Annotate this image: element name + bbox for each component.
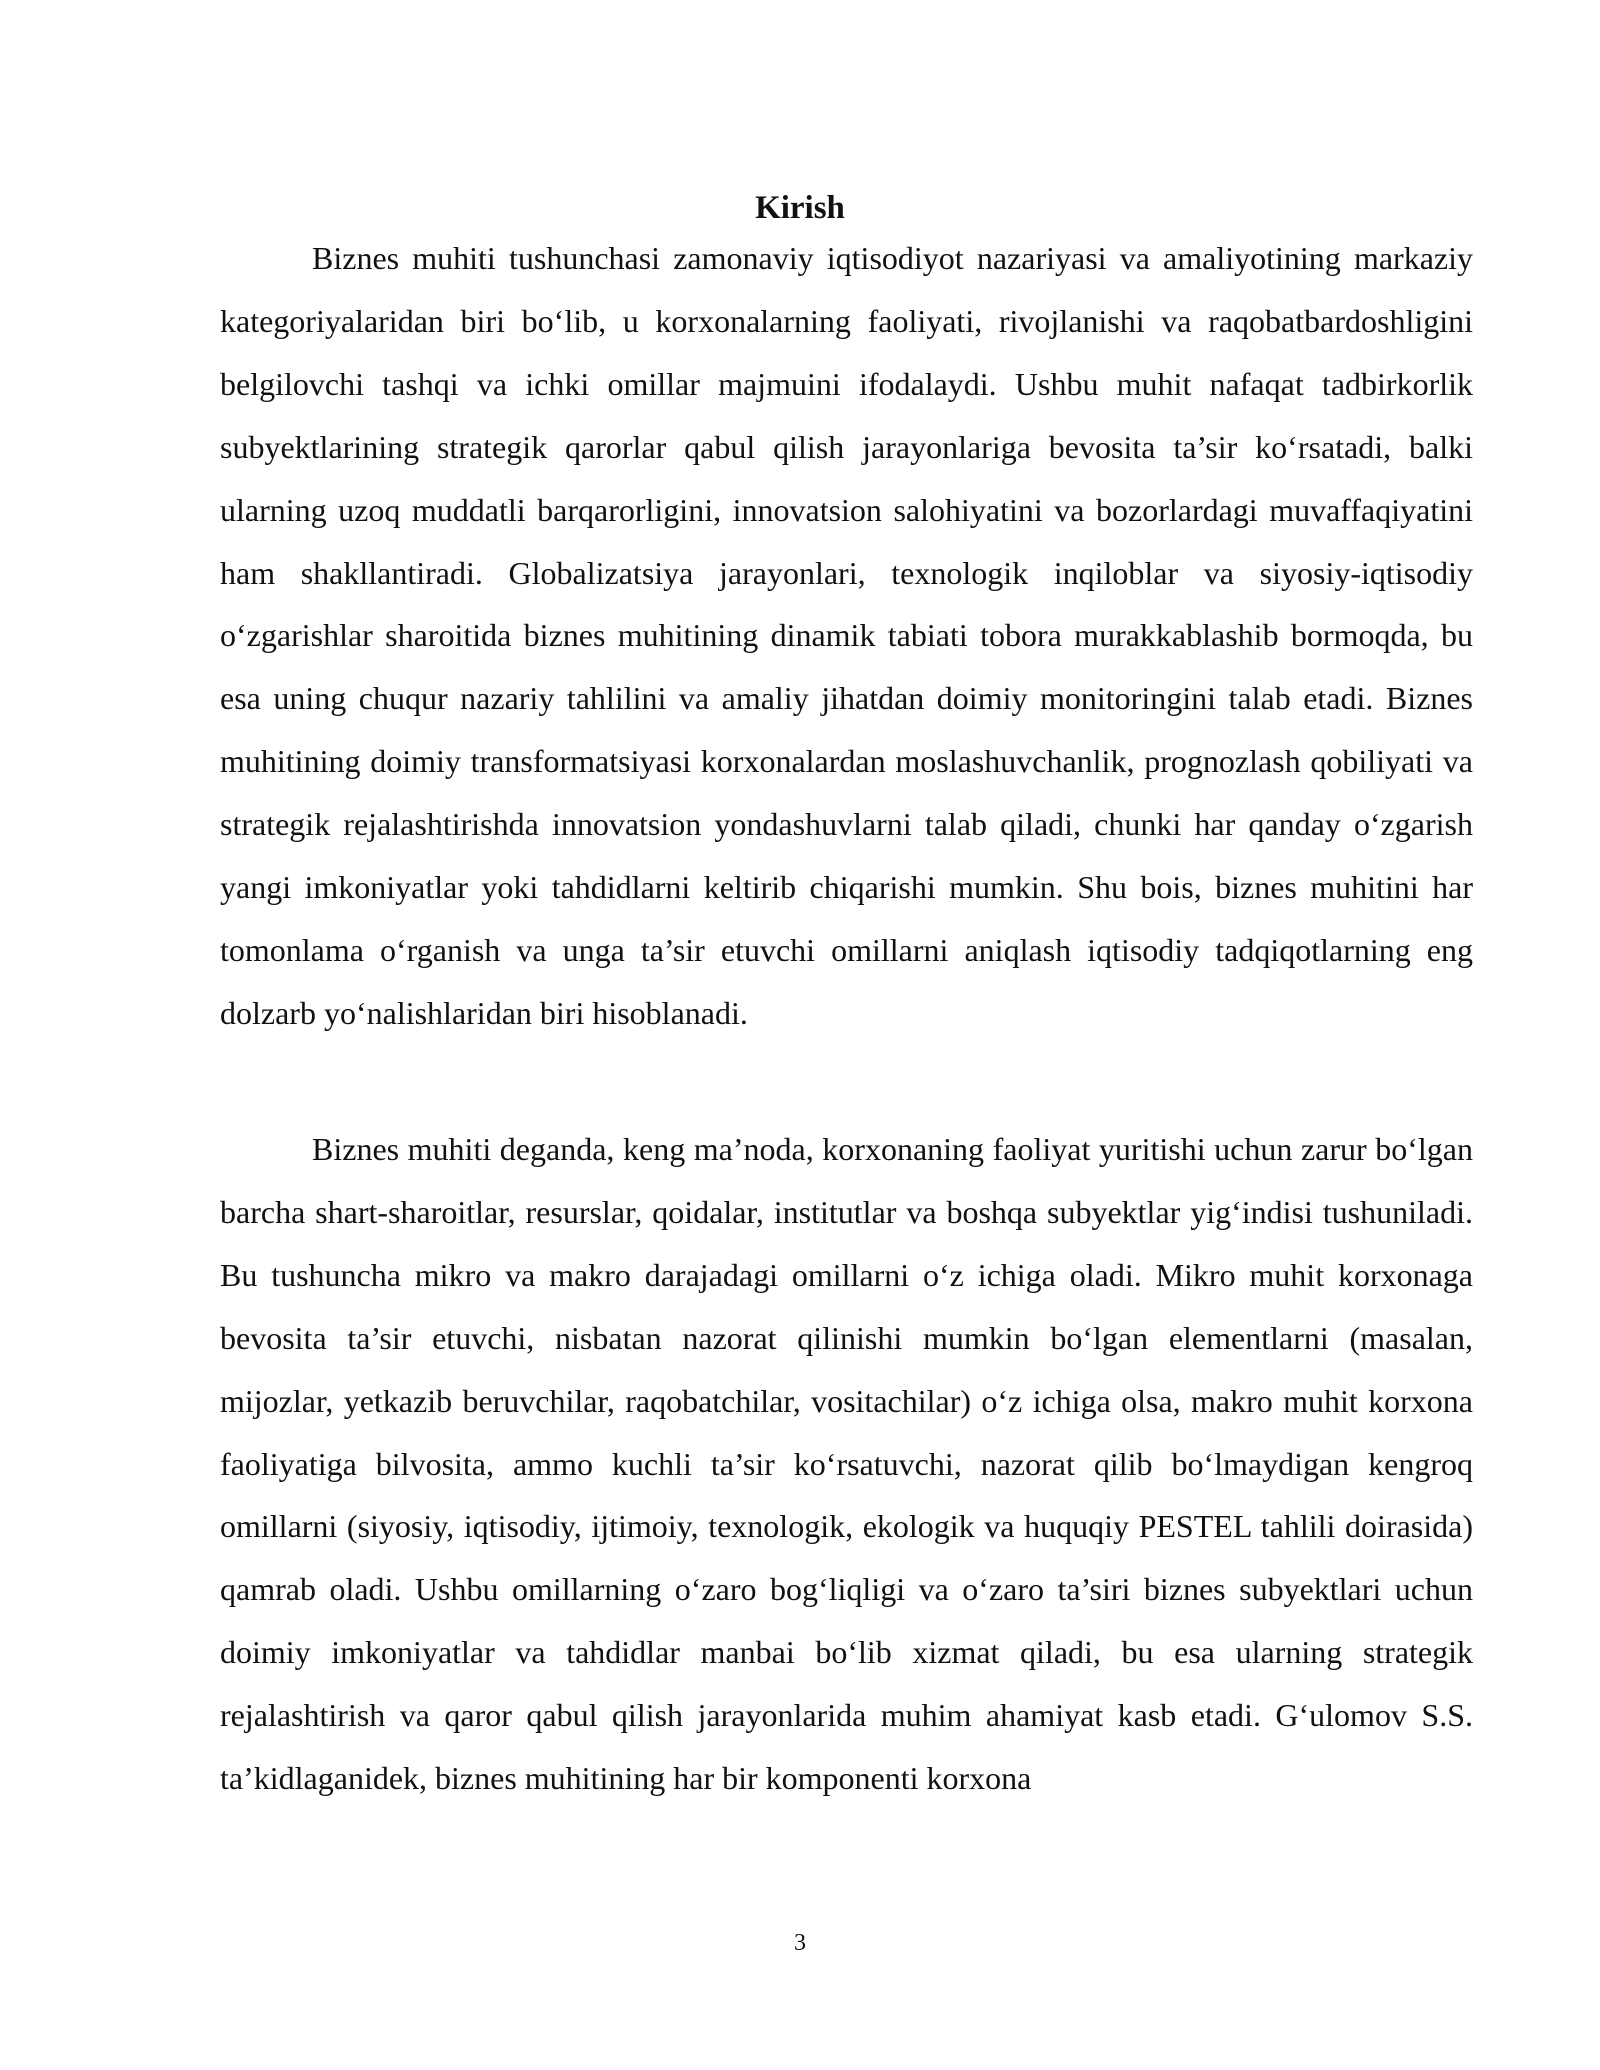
paragraph-1: Biznes muhiti tushunchasi zamonaviy iqtisodiyot nazariyasi va amaliyotining markaziy kategoriyalaridan biri bo‘lib, u korxonalarning faoliyati, rivojlanishi va raqobatbardoshligini belgilovchi tashqi va ichki omillar majmuini ifodalaydi. Ushbu muhit nafaqat tadbirkorlik subyektlarining strategik qarorlar qabul qilish jarayonlariga bevosita ta’sir ko‘rsatadi, balki ularning uzoq muddatli barqarorligini, innovatsion salohiyatini va bozorlardagi muvaffaqiyatini ham shakllantiradi. Globalizatsiya jarayonlari, texnologik inqiloblar va siyosiy-iqtisodiy o‘zgarishlar sharoitida biznes muhitining dinamik tabiati tobora murakkablashib bormoqda, bu esa uning chuqur nazariy tahlilini va amaliy jihatdan doimiy monitoringini talab etadi. Biznes muhitining doimiy transformatsiyasi korxonalardan moslashuvchanlik, prognozlash qobiliyati va strategik rejalashtirishda innovatsion yondashuvlarni talab qiladi, chunki har qanday o‘zgarish yangi imkoniyatlar yoki tahdidlarni keltirib chiqarishi mumkin. Shu bois, biznes muhitini har tomonlama o‘rganish va unga ta’sir etuvchi omillarni aniqlash iqtisodiy tadqiqotlarning eng dolzarb yo‘nalishlaridan biri hisoblanadi.	[220, 240, 1473, 1031]
section-title: Kirish	[755, 190, 845, 226]
page-number: 3	[794, 1930, 806, 1956]
paragraph-2: Biznes muhiti deganda, keng ma’noda, korxonaning faoliyat yuritishi uchun zarur bo‘lgan barcha shart-sharoitlar, resurslar, qoidalar, institutlar va boshqa subyektlar yig‘indisi tushuniladi. Bu tushuncha mikro va makro darajadagi omillarni o‘z ichiga oladi. Mikro muhit korxonaga bevosita ta’sir etuvchi, nisbatan nazorat qilinishi mumkin bo‘lgan elementlarni (masalan, mijozlar, yetkazib beruvchilar, raqobatchilar, vositachilar) o‘z ichiga olsa, makro muhit korxona faoliyatiga bilvosita, ammo kuchli ta’sir ko‘rsatuvchi, nazorat qilib bo‘lmaydigan kengroq omillarni (siyosiy, iqtisodiy, ijtimoiy, texnologik, ekologik va huquqiy PESTEL tahlili doirasida) qamrab oladi. Ushbu omillarning o‘zaro bog‘liqligi va o‘zaro ta’siri biznes subyektlari uchun doimiy imkoniyatlar va tahdidlar manbai bo‘lib xizmat qiladi, bu esa ularning strategik rejalashtirish va qaror qabul qilish jarayonlarida muhim ahamiyat kasb etadi. G‘ulomov S.S. ta’kidlaganidek, biznes muhitining har bir komponenti korxona	[220, 1131, 1473, 1797]
